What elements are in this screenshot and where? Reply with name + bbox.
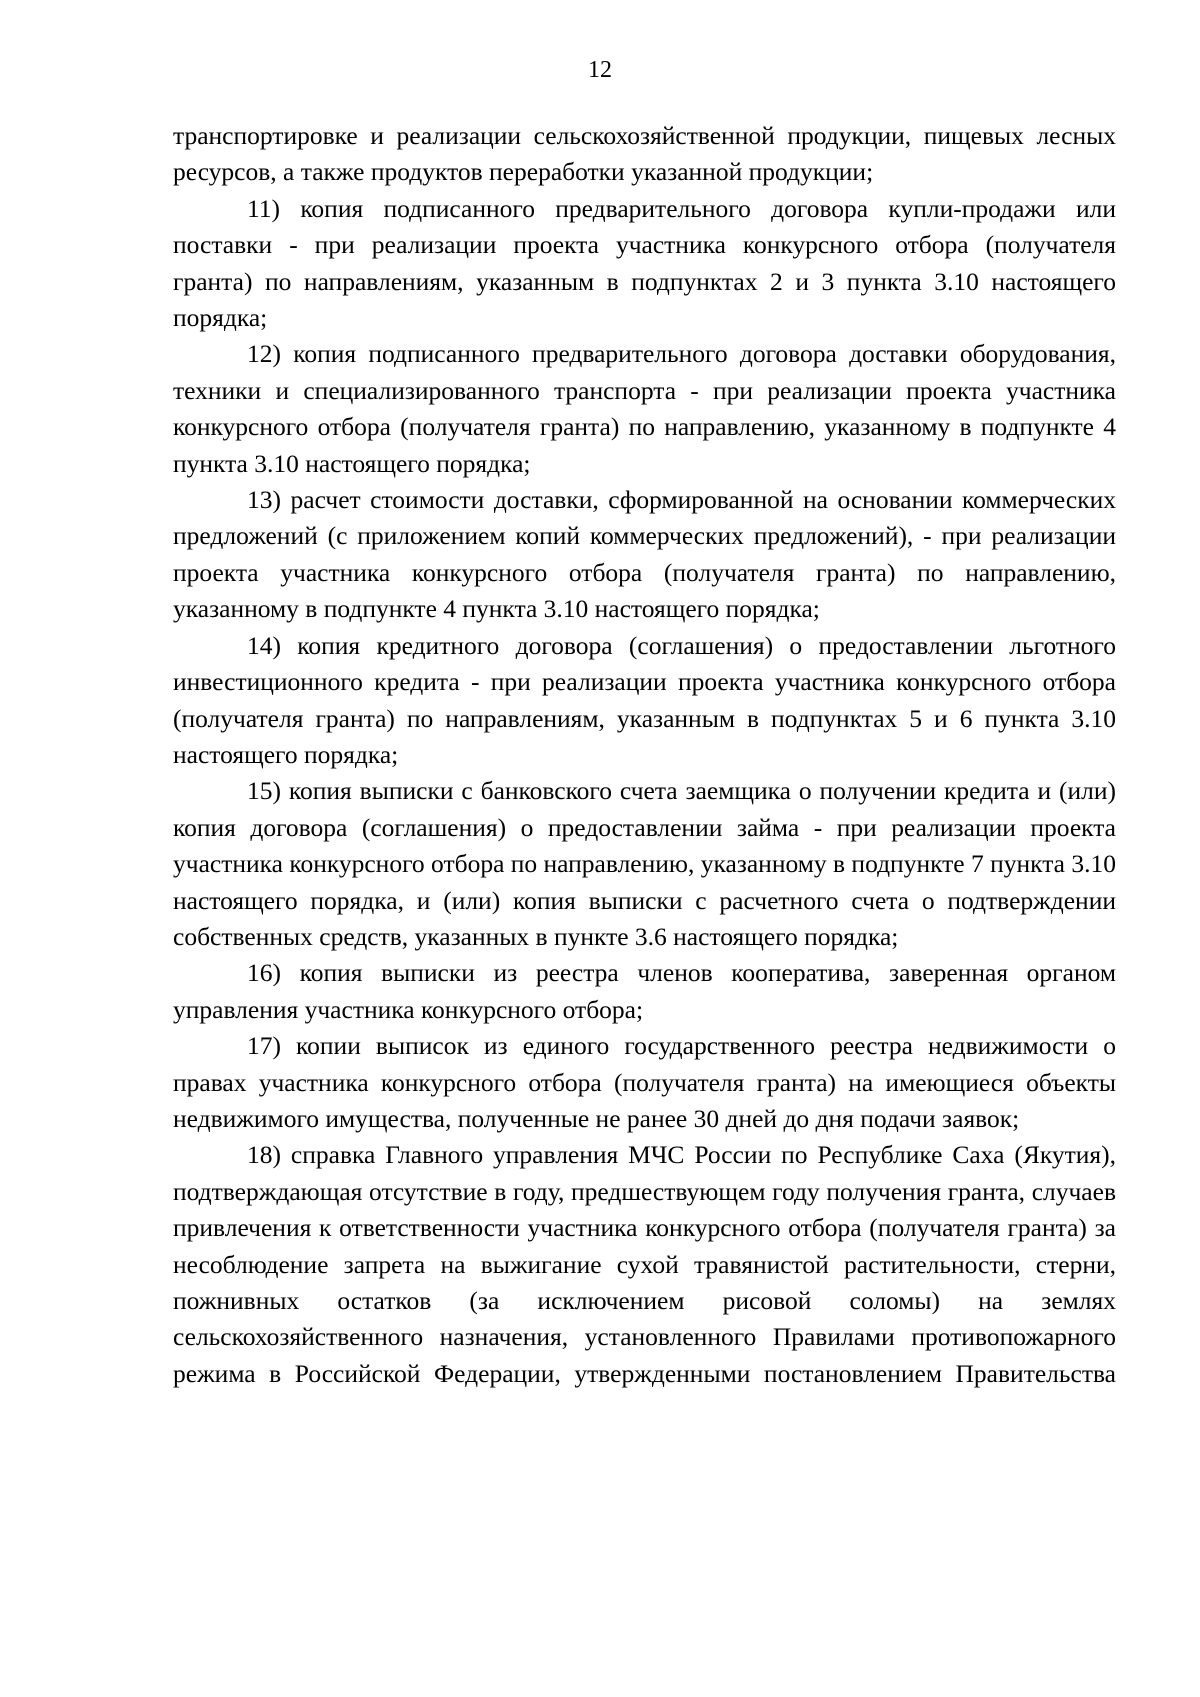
document-body — [173, 118, 1116, 1392]
paragraph-item-11: 11) копия подписанного предварительного договора купли-продажи или поставки - при реализации проекта участника конкурсного отбора (получателя гранта) по направлениям, указанным в подпунктах 2 и 3 пункта 3.10 настоящего порядка; — [173, 193, 1116, 333]
paragraph-item-14: 14) копия кредитного договора (соглашения) о предоставлении льготного инвестиционного кредита - при реализации проекта участника конкурсного отбора (получателя гранта) по направлениям, указанным в подпунктах 5 и 6 пункта 3.10 настоящего порядка; — [173, 630, 1116, 769]
paragraph-item-18: 18) справка Главного управления МЧС России по Республике Саха (Якутия), подтверждающая отсутствие в году, предшествующем году получения гранта, случаев привлечения к ответственности участника конкурсного отбора (получателя гранта) за несоблюдение запрета на выжигание сухой травянистой растительности, стерни, пожнивных остатков (за исключением рисовой соломы) на землях сельскохозяйственного назначения, установленного Правилами противопожарного режима в Российской Федерации, утвержденными постановлением Правительства — [173, 1140, 1116, 1388]
paragraph-continuation: транспортировке и реализации сельскохозяйственной продукции, пищевых лесных ресурсов, а также продуктов переработки указанной продукции; — [173, 121, 1116, 187]
paragraph-item-15: 15) копия выписки с банковского счета заемщика о получении кредита и (или) копия договора (соглашения) о предоставлении займа - при реализации проекта участника конкурсного отбора по направлению, указанному в подпункте 7 пункта 3.10 настоящего порядка, и (или) копия выписки с расчетного счета о подтверждении собственных средств, указанных в пункте 3.6 настоящего порядка; — [173, 776, 1116, 951]
page-number: 12 — [588, 57, 612, 83]
paragraph-item-17: 17) копии выписок из единого государственного реестра недвижимости о правах участника конкурсного отбора (получателя гранта) на имеющиеся объекты недвижимого имущества, полученные не ранее 30 дней до дня подачи заявок; — [173, 1031, 1116, 1133]
paragraph-item-12: 12) копия подписанного предварительного договора доставки оборудования, техники и специализированного транспорта - при реализации проекта участника конкурсного отбора (получателя гранта) по направлению, указанному в подпункте 4 пункта 3.10 настоящего порядка; — [173, 339, 1116, 478]
paragraph-item-16: 16) копия выписки из реестра членов кооператива, заверенная органом управления участника конкурсного отбора; — [173, 958, 1116, 1024]
paragraph-item-13: 13) расчет стоимости доставки, сформированной на основании коммерческих предложений (с приложением копий коммерческих предложений), - при реализации проекта участника конкурсного отбора (получателя гранта) по направлению, указанному в подпункте 4 пункта 3.10 настоящего порядка; — [173, 485, 1116, 624]
